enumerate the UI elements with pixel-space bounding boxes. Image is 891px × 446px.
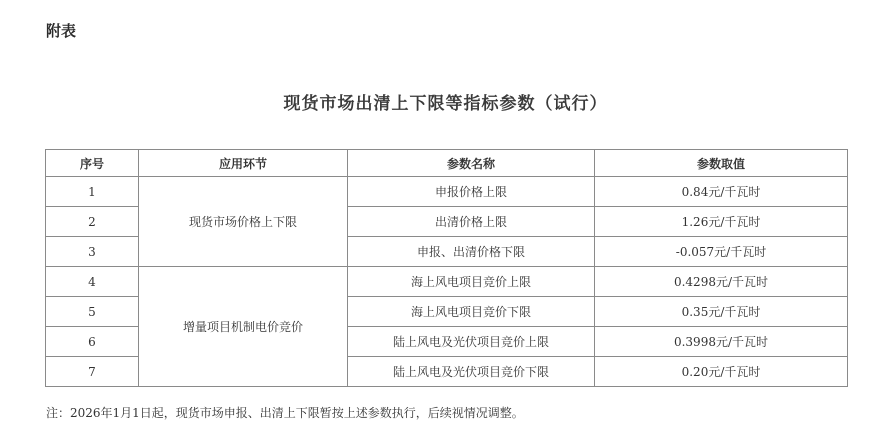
param-name: 出清价格上限 [348, 207, 595, 237]
param-value: 1.26元/千瓦时 [595, 207, 848, 237]
table-row [46, 177, 848, 207]
stage-cell-bidding: 增量项目机制电价竞价 [139, 267, 348, 387]
param-name: 陆上风电及光伏项目竞价上限 [348, 327, 595, 357]
param-value: -0.057元/千瓦时 [595, 237, 848, 267]
table-header-row [46, 150, 848, 177]
param-value: 0.20元/千瓦时 [595, 357, 848, 387]
row-index: 4 [46, 267, 139, 297]
row-index: 7 [46, 357, 139, 387]
attachment-label: 附表 [46, 22, 77, 40]
parameters-table [45, 149, 848, 387]
param-value: 0.4298元/千瓦时 [595, 267, 848, 297]
table-row [46, 267, 848, 297]
row-index: 3 [46, 237, 139, 267]
param-name: 陆上风电及光伏项目竞价下限 [348, 357, 595, 387]
row-index: 1 [46, 177, 139, 207]
param-name: 海上风电项目竞价下限 [348, 297, 595, 327]
stage-cell-spot-market: 现货市场价格上下限 [139, 177, 348, 267]
column-header-index: 序号 [46, 150, 139, 177]
footnote: 注：2026年1月1日起，现货市场申报、出清上下限暂按上述参数执行，后续视情况调整。 [46, 406, 524, 420]
row-index: 2 [46, 207, 139, 237]
param-name: 海上风电项目竞价上限 [348, 267, 595, 297]
column-header-stage: 应用环节 [139, 150, 348, 177]
param-name: 申报、出清价格下限 [348, 237, 595, 267]
column-header-param-name: 参数名称 [348, 150, 595, 177]
row-index: 6 [46, 327, 139, 357]
column-header-param-value: 参数取值 [595, 150, 848, 177]
param-value: 0.3998元/千瓦时 [595, 327, 848, 357]
row-index: 5 [46, 297, 139, 327]
document-title: 现货市场出清上下限等指标参数（试行） [283, 94, 608, 114]
param-value: 0.35元/千瓦时 [595, 297, 848, 327]
param-name: 申报价格上限 [348, 177, 595, 207]
param-value: 0.84元/千瓦时 [595, 177, 848, 207]
